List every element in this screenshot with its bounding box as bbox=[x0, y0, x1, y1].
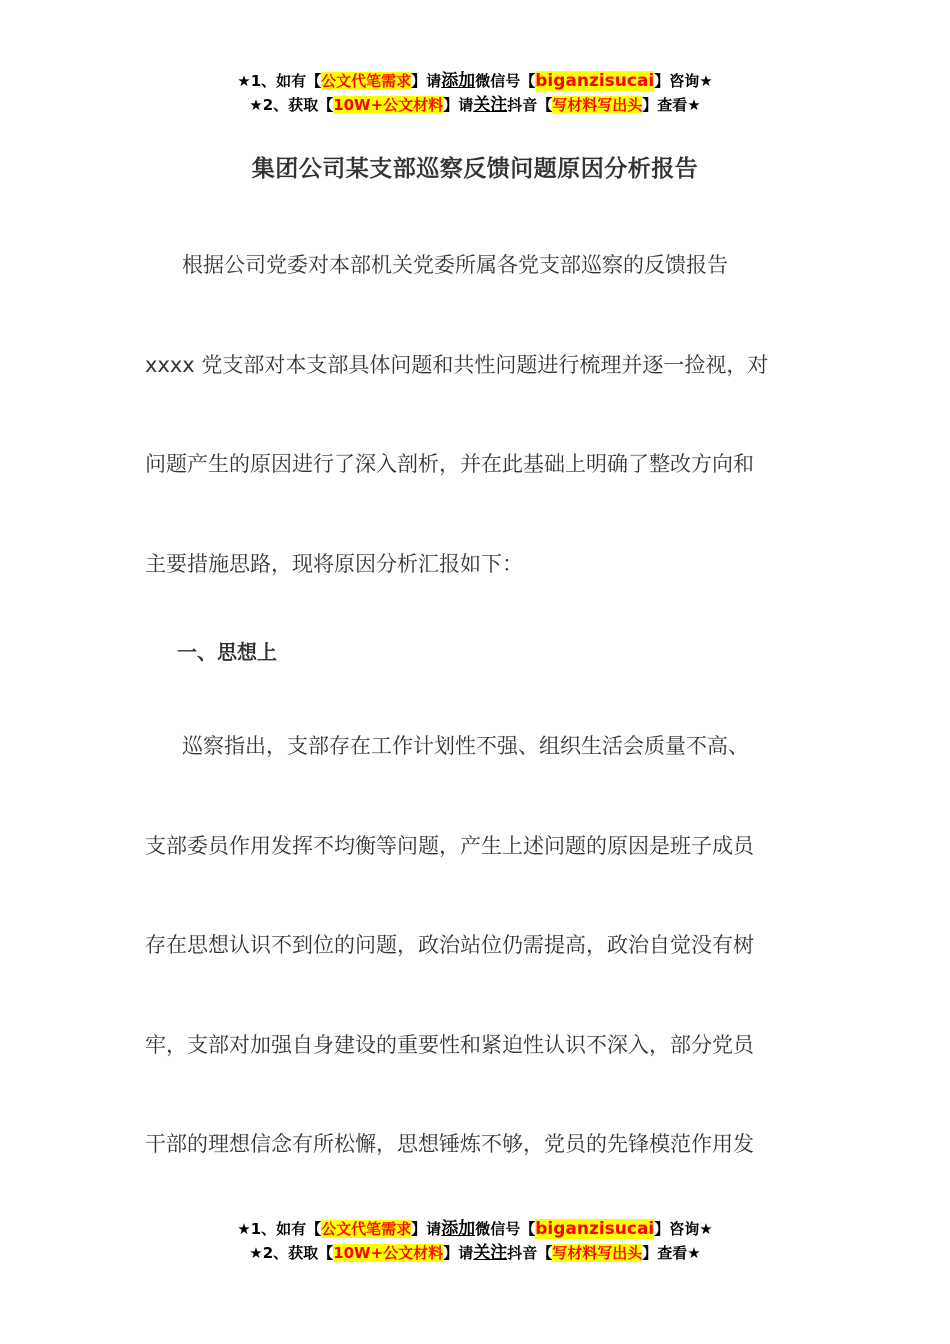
paragraph-line: 根据公司党委对本部机关党委所属各党支部巡察的反馈报告 bbox=[182, 253, 728, 277]
banner-text: 】请 bbox=[443, 96, 474, 114]
header-banner bbox=[0, 69, 950, 117]
banner-text: 】请 bbox=[443, 1244, 474, 1262]
banner-line-2 bbox=[0, 1241, 950, 1265]
paragraph-line: xxxx 党支部对本支部具体问题和共性问题进行梳理并逐一捡视，对 bbox=[145, 352, 769, 377]
banner-text: 微信号【 bbox=[475, 1220, 536, 1238]
emphasis-text: 添加 bbox=[441, 71, 476, 91]
banner-line-2 bbox=[0, 93, 950, 117]
paragraph-line: 巡察指出，支部存在工作计划性不强、组织生活会质量不高、 bbox=[182, 734, 749, 758]
paragraph-line: 主要措施思路，现将原因分析汇报如下： bbox=[145, 551, 523, 576]
banner-text: 】咨询★ bbox=[654, 72, 713, 90]
paragraph-line: 干部的理想信念有所松懈，思想锤炼不够，党员的先锋模范作用发 bbox=[145, 1132, 754, 1156]
banner-text: 】请 bbox=[411, 1220, 442, 1238]
footer-banner bbox=[0, 1217, 950, 1265]
paragraph-line: 问题产生的原因进行了深入剖析，并在此基础上明确了整改方向和 bbox=[145, 452, 754, 476]
banner-text: 】查看★ bbox=[642, 1244, 701, 1262]
emphasis-text: 添加 bbox=[441, 1219, 476, 1239]
banner-text: ★2、获取【 bbox=[249, 96, 334, 114]
document-title: 集团公司某支部巡察反馈问题原因分析报告 bbox=[251, 156, 699, 182]
banner-line-1 bbox=[0, 69, 950, 93]
highlight-service: 公文代笔需求 bbox=[321, 72, 412, 90]
banner-text: 】查看★ bbox=[642, 96, 701, 114]
banner-text: ★2、获取【 bbox=[249, 1244, 334, 1262]
banner-text: ★1、如有【 bbox=[237, 1220, 322, 1238]
highlight-service: 公文代笔需求 bbox=[321, 1220, 412, 1238]
banner-text: 微信号【 bbox=[475, 72, 536, 90]
banner-line-1 bbox=[0, 1217, 950, 1241]
highlight-douyin-account: 写材料写出头 bbox=[552, 96, 643, 114]
paragraph-line: 支部委员作用发挥不均衡等问题，产生上述问题的原因是班子成员 bbox=[145, 833, 754, 858]
intro-paragraph bbox=[145, 216, 807, 614]
highlight-wechat-id: biganzisucai bbox=[535, 71, 655, 91]
highlight-wechat-id: biganzisucai bbox=[535, 1219, 655, 1239]
banner-text: 抖音【 bbox=[507, 96, 553, 114]
banner-text: 】请 bbox=[411, 72, 442, 90]
banner-text: ★1、如有【 bbox=[237, 72, 322, 90]
paragraph-line: 存在思想认识不到位的问题，政治站位仍需提高，政治自觉没有树 bbox=[145, 933, 754, 957]
banner-text: 抖音【 bbox=[507, 1244, 553, 1262]
emphasis-text: 关注 bbox=[473, 1243, 508, 1263]
paragraph-line: 牢，支部对加强自身建设的重要性和紧迫性认识不深入，部分党员 bbox=[145, 1032, 754, 1057]
highlight-materials: 10W+公文材料 bbox=[333, 1244, 444, 1262]
highlight-materials: 10W+公文材料 bbox=[333, 96, 444, 114]
highlight-douyin-account: 写材料写出头 bbox=[552, 1244, 643, 1262]
banner-text: 】咨询★ bbox=[654, 1220, 713, 1238]
emphasis-text: 关注 bbox=[473, 95, 508, 115]
section-paragraph bbox=[145, 697, 807, 1195]
section-heading: 一、思想上 bbox=[177, 640, 277, 664]
